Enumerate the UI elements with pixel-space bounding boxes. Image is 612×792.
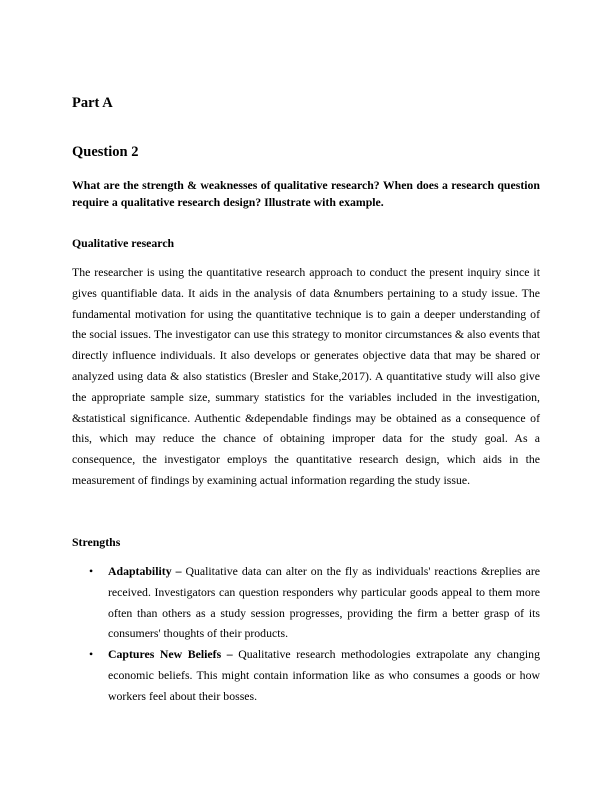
strengths-list	[72, 561, 540, 707]
question-title: Question 2	[72, 144, 139, 160]
list-item	[72, 644, 540, 706]
bullet-text: Qualitative research methodologies extrapolate any changing economic beliefs. This might contain information like as who consumes a goods or how workers feel about their bosses.	[108, 647, 540, 703]
qualitative-research-heading: Qualitative research	[72, 236, 175, 250]
bullet-term: Captures New Beliefs –	[108, 647, 233, 662]
bullet-term: Adaptability –	[108, 564, 182, 578]
bullet-icon: •	[89, 647, 94, 662]
question-text: What are the strength & weaknesses of qualitative research? When does a research question require a qualitative research design? Illustrate with example.	[72, 178, 540, 209]
list-item	[72, 561, 540, 644]
bullet-icon: •	[89, 564, 94, 578]
part-title: Part A	[72, 95, 113, 111]
strengths-heading: Strengths	[72, 535, 121, 549]
bullet-text: Qualitative data can alter on the fly as individuals' reactions &replies are received. Investigators can question responders why particular goods appeal to them more often than others as a study session progresses, providing the firm a better grasp of its consumers' thoughts of their products.	[108, 564, 541, 641]
qualitative-research-paragraph: The researcher is using the quantitative research approach to conduct the present inquiry since it gives quantifiable data. It aids in the analysis of data &numbers pertaining to a study issue. The fundamental motivation for using the quantitative technique is to gain a deeper understanding of the social issues. The investigator can use this strategy to monitor circumstances & also events that directly influence individuals. It also develops or generates objective data that may be shared or analyzed using data & also statistics (Bresler and Stake,2017). A quantitative study will also give the appropriate sample size, summary statistics for the variables included in the investigation, &statistical significance. Authentic &dependable findings may be obtained as a consequence of this, which may reduce the chance of obtaining improper data for the study goal. As a consequence, the investigator employs the quantitative research design, which aids in the measurement of findings by examining actual information regarding the study issue.	[72, 265, 540, 487]
